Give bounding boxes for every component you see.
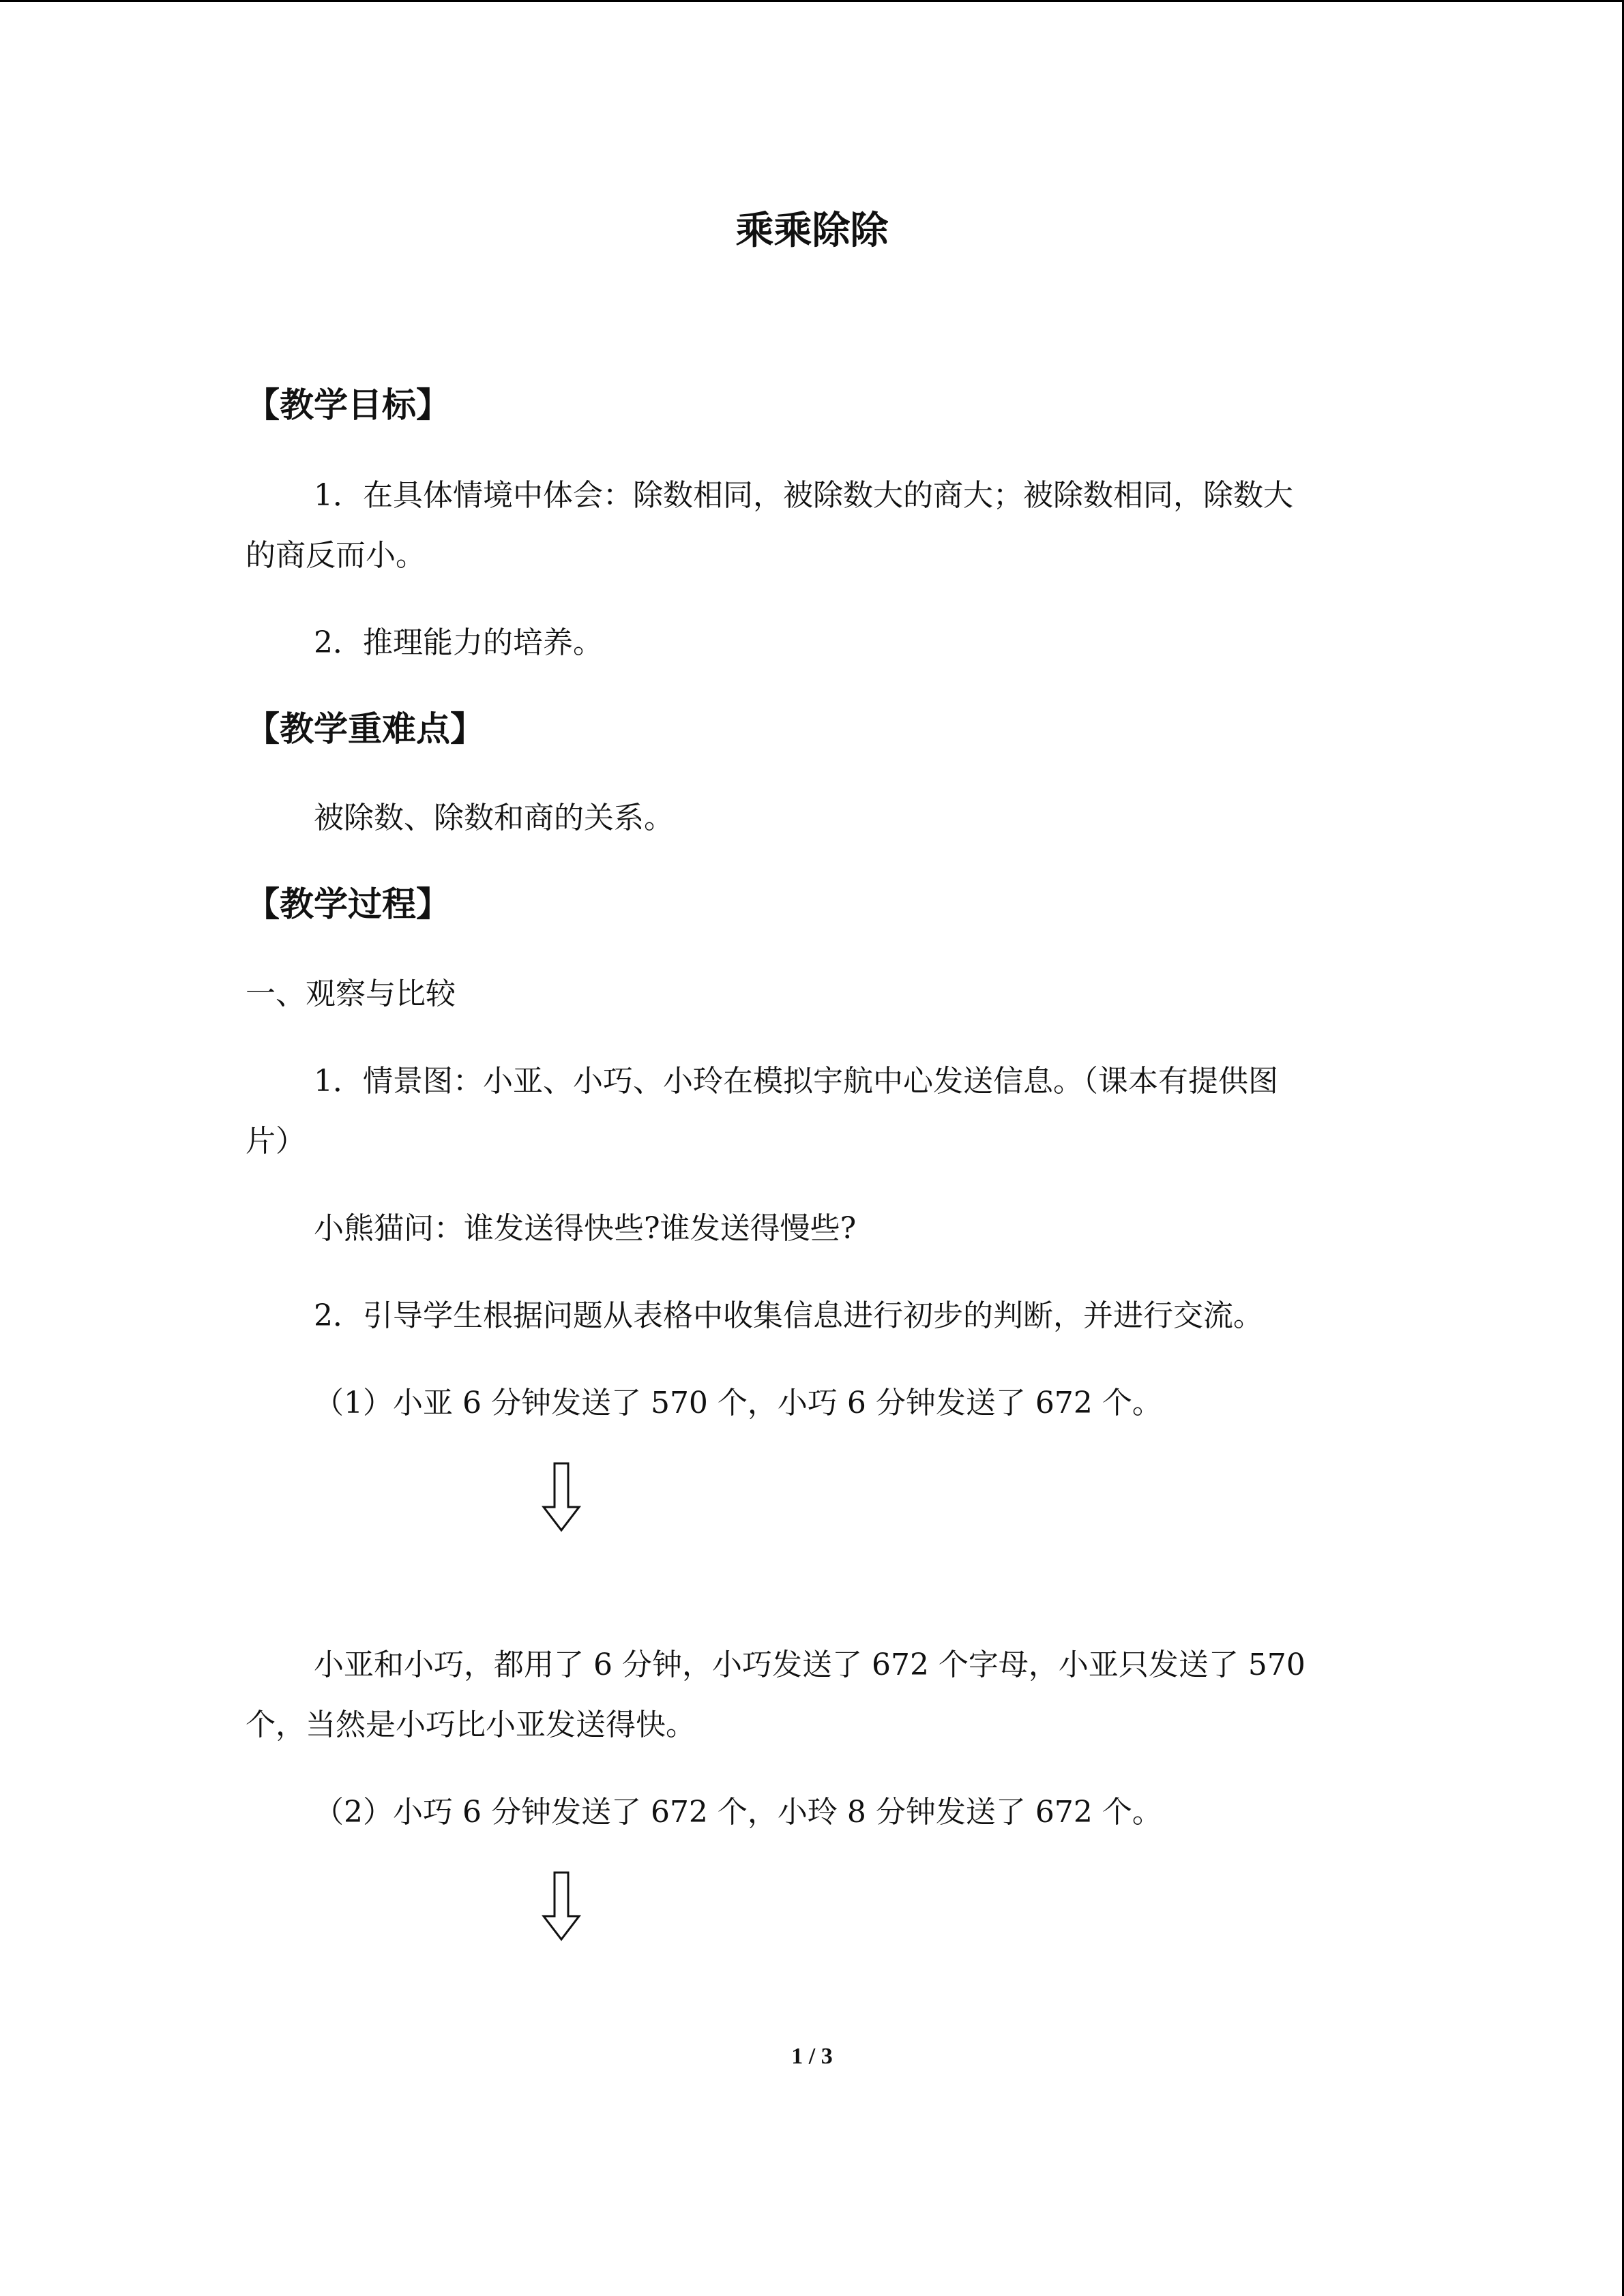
objective-item-2: 2．推理能力的培养。 <box>314 625 603 660</box>
case-2-statement: （2）小巧 6 分钟发送了 672 个，小玲 8 分钟发送了 672 个。 <box>314 1795 1162 1830</box>
section-heading-objectives: 【教学目标】 <box>246 385 450 425</box>
process-step-1-line-1: 1．情景图：小亚、小巧、小玲在模拟宇航中心发送信息。（课本有提供图 <box>314 1064 1278 1099</box>
process-part-1-heading: 一、观察与比较 <box>246 976 456 1011</box>
down-arrow-icon <box>541 1462 582 1533</box>
objective-item-1-line-2: 的商反而小。 <box>246 538 426 573</box>
down-arrow-icon <box>541 1871 582 1942</box>
case-1-explanation-line-2: 个，当然是小巧比小亚发送得快。 <box>246 1708 696 1742</box>
panda-question: 小熊猫问：谁发送得快些?谁发送得慢些? <box>314 1211 857 1246</box>
section-heading-process: 【教学过程】 <box>246 884 450 924</box>
case-1-explanation-line-1: 小亚和小巧，都用了 6 分钟，小巧发送了 672 个字母，小亚只发送了 570 <box>314 1648 1305 1682</box>
objective-item-1-line-1: 1．在具体情境中体会：除数相同，被除数大的商大；被除数相同，除数大 <box>314 478 1293 513</box>
key-points-text: 被除数、除数和商的关系。 <box>314 801 674 835</box>
process-step-1-line-2: 片） <box>246 1124 306 1159</box>
page-title: 乘乘除除 <box>735 209 889 253</box>
case-1-statement: （1）小亚 6 分钟发送了 570 个，小巧 6 分钟发送了 672 个。 <box>314 1386 1162 1420</box>
page-number: 1 / 3 <box>791 2044 833 2069</box>
process-step-2: 2．引导学生根据问题从表格中收集信息进行初步的判断，并进行交流。 <box>314 1298 1263 1333</box>
section-heading-key-points: 【教学重难点】 <box>246 709 484 749</box>
